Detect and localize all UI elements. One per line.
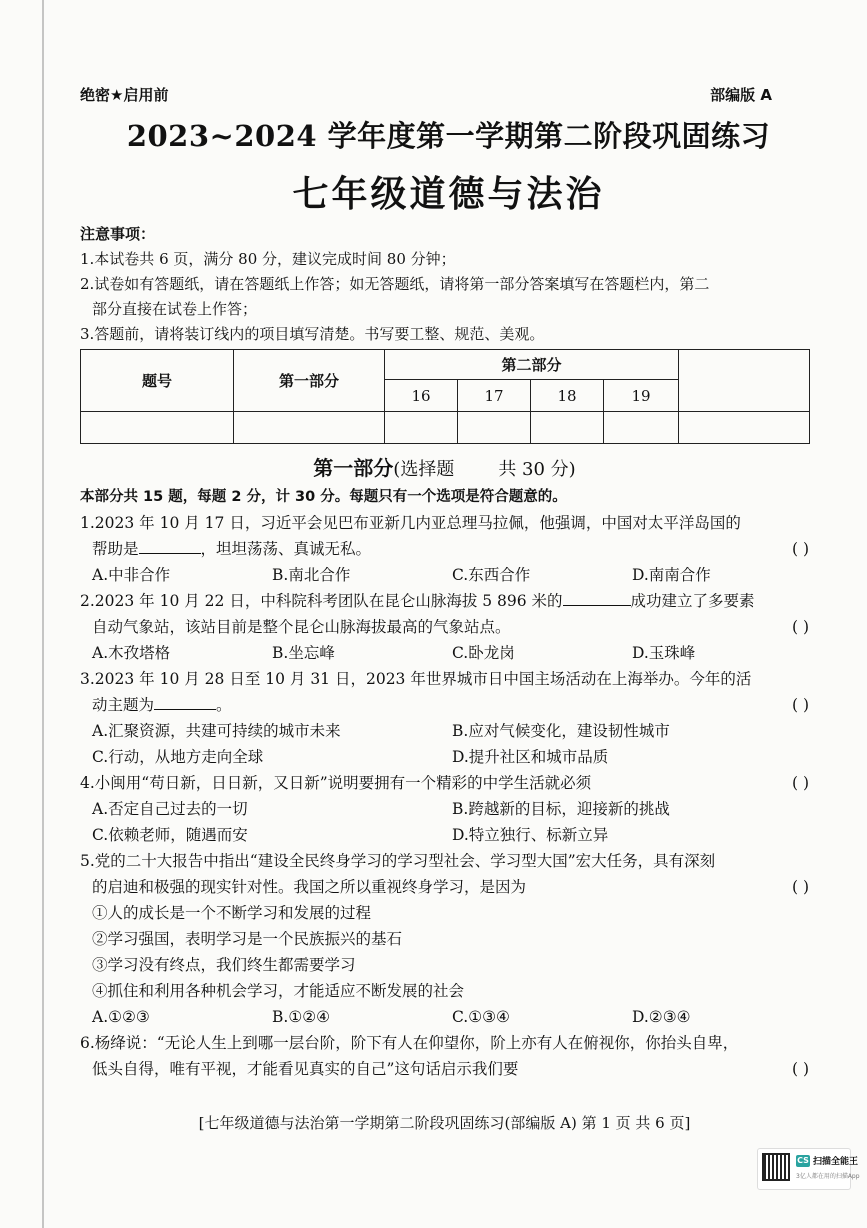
answer-blank[interactable] [154,693,216,710]
option[interactable]: C.行动，从地方走向全球 [92,748,264,766]
part1-intro: 本部分共 15 题，每题 2 分，计 30 分。每题只有一个选项是符合题意的。 [80,489,567,505]
question-text: 成功建立了多要素 [630,592,755,610]
scanner-logo-icon: CS [797,1156,809,1165]
score-cell[interactable] [604,412,679,444]
exam-subtitle: 七年级道德与法治 [292,174,605,215]
option[interactable]: A.中非合作 [92,566,171,584]
note-item: 1.本试卷共 6 页，满分 80 分，建议完成时间 80 分钟； [80,250,456,268]
question-text: 的启迪和极强的现实针对性。我国之所以重视终身学习，是因为 [92,878,527,896]
part1-subtitle-a: (选择题 [393,459,455,480]
header-top-row [80,84,772,105]
option[interactable]: A.①②③ [92,1008,150,1026]
answer-blank[interactable] [563,589,631,606]
page-footer: [七年级道德与法治第一学期第二阶段巩固练习(部编版 A) 第 1 页 共 6 页] [198,1114,691,1132]
option[interactable]: C.依赖老师，随遇而安 [92,826,248,844]
answer-bracket[interactable]: ( ) [791,1060,809,1078]
score-col-part1: 第一部分 [234,350,385,412]
option[interactable]: D.南南合作 [632,566,711,584]
option[interactable]: B.坐忘峰 [272,644,335,662]
option[interactable]: D.特立独行、标新立异 [452,826,609,844]
question-text: 6.杨绛说：“无论人生上到哪一层台阶，阶下有人在仰望你，阶上亦有人在俯视你，你抬头自卑， [80,1034,739,1052]
question-3 [80,666,815,770]
part1-subtitle-b: 共 30 分) [498,459,576,480]
option[interactable]: C.①③④ [452,1008,510,1026]
score-col-part2: 第二部分 [385,350,679,380]
option-row [80,562,815,588]
option[interactable]: A.木孜塔格 [92,644,171,662]
score-cell[interactable] [458,412,531,444]
note-item: 3.答题前，请将装订线内的项目填写清楚。书写要工整、规范、美观。 [80,325,545,343]
statement: ④抓住和利用各种机会学习，才能适应不断发展的社会 [92,982,465,1000]
secret-label: 绝密★启用前 [80,86,169,104]
statement: ②学习强国，表明学习是一个民族振兴的基石 [92,930,403,948]
question-4 [80,770,815,848]
edition-label: 部编版 A [710,86,772,104]
score-cell[interactable] [234,412,385,444]
option[interactable]: B.跨越新的目标，迎接新的挑战 [452,800,670,818]
notes-heading: 注意事项： [80,225,156,243]
score-cell[interactable] [531,412,604,444]
binding-line [42,0,45,1228]
question-2 [80,588,815,666]
question-text: 。 [216,696,232,714]
answer-bracket[interactable]: ( ) [791,878,809,896]
question-text: 5.党的二十大报告中指出“建设全民终身学习的学习型社会、学习型大国”宏大任务，具有深刻 [80,852,716,870]
option[interactable]: C.卧龙岗 [452,644,515,662]
part1-title-text: 第一部分 [313,456,394,480]
option[interactable]: A.否定自己过去的一切 [92,800,248,818]
scanner-badge [757,1148,860,1190]
question-text: 2.2023 年 10 月 22 日，中科院科考团队在昆仑山脉海拔 5 896 米的 [80,592,563,610]
qr-code-icon [762,1153,790,1181]
part1-title [80,452,809,481]
note-item: 2.试卷如有答题纸，请在答题纸上作答；如无答题纸，请将第一部分答案填写在答题栏内，第二 [80,275,710,293]
option-row [80,1004,815,1030]
option[interactable]: B.①②④ [272,1008,331,1026]
answer-bracket[interactable]: ( ) [791,618,809,636]
question-6 [80,1030,815,1082]
question-5 [80,848,815,1030]
question-text: 帮助是 [92,540,139,558]
questions-area [80,484,815,1082]
notes-section [80,222,809,347]
scanner-app-name: 扫描全能王 [813,1157,859,1167]
score-col-19: 19 [604,380,679,412]
answer-blank[interactable] [139,537,201,554]
option-row [80,640,815,666]
exam-title: 2023~2024 学年度第一学期第二阶段巩固练习 [126,119,771,153]
answer-bracket[interactable]: ( ) [791,540,809,558]
option-row [80,744,815,770]
score-col-16: 16 [385,380,458,412]
option-row [80,796,815,822]
statement: ③学习没有终点，我们终生都需要学习 [92,956,356,974]
question-text: 3.2023 年 10 月 28 日至 10 月 31 日，2023 年世界城市日中国主场活动在上海举办。今年的活 [80,670,752,688]
option[interactable]: C.东西合作 [452,566,531,584]
scanner-tagline: 3亿人都在用的扫描App [796,1173,860,1180]
score-cell[interactable] [385,412,458,444]
question-1 [80,510,815,588]
question-text: 1.2023 年 10 月 17 日，习近平会见巴布亚新几内亚总理马拉佩，他强调，中国对太平洋岛国的 [80,514,741,532]
question-text: 4.小闽用“苟日新，日日新，又日新”说明要拥有一个精彩的中学生活就必须 [80,774,592,792]
statement: ①人的成长是一个不断学习和发展的过程 [92,904,372,922]
question-text: 低头自得，唯有平视，才能看见真实的自己”这句话启示我们要 [92,1060,519,1078]
score-col-18: 18 [531,380,604,412]
score-col-17: 17 [458,380,531,412]
score-col-total [679,350,810,412]
option[interactable]: A.汇聚资源，共建可持续的城市未来 [92,722,341,740]
question-text: 自动气象站，该站目前是整个昆仑山脉海拔最高的气象站点。 [92,618,511,636]
option[interactable]: B.南北合作 [272,566,351,584]
question-text: 动主题为 [92,696,155,714]
note-item: 部分直接在试卷上作答； [92,300,258,318]
option-row [80,718,815,744]
option[interactable]: D.玉珠峰 [632,644,696,662]
answer-bracket[interactable]: ( ) [791,696,809,714]
score-cell[interactable] [679,412,810,444]
option[interactable]: D.②③④ [632,1008,691,1026]
score-table [80,349,810,444]
answer-bracket[interactable]: ( ) [791,774,809,792]
option-row [80,822,815,848]
score-col-number: 题号 [81,350,234,412]
score-cell[interactable] [81,412,234,444]
option[interactable]: B.应对气候变化，建设韧性城市 [452,722,670,740]
option[interactable]: D.提升社区和城市品质 [452,748,609,766]
question-text: ，坦坦荡荡、真诚无私。 [200,540,372,558]
